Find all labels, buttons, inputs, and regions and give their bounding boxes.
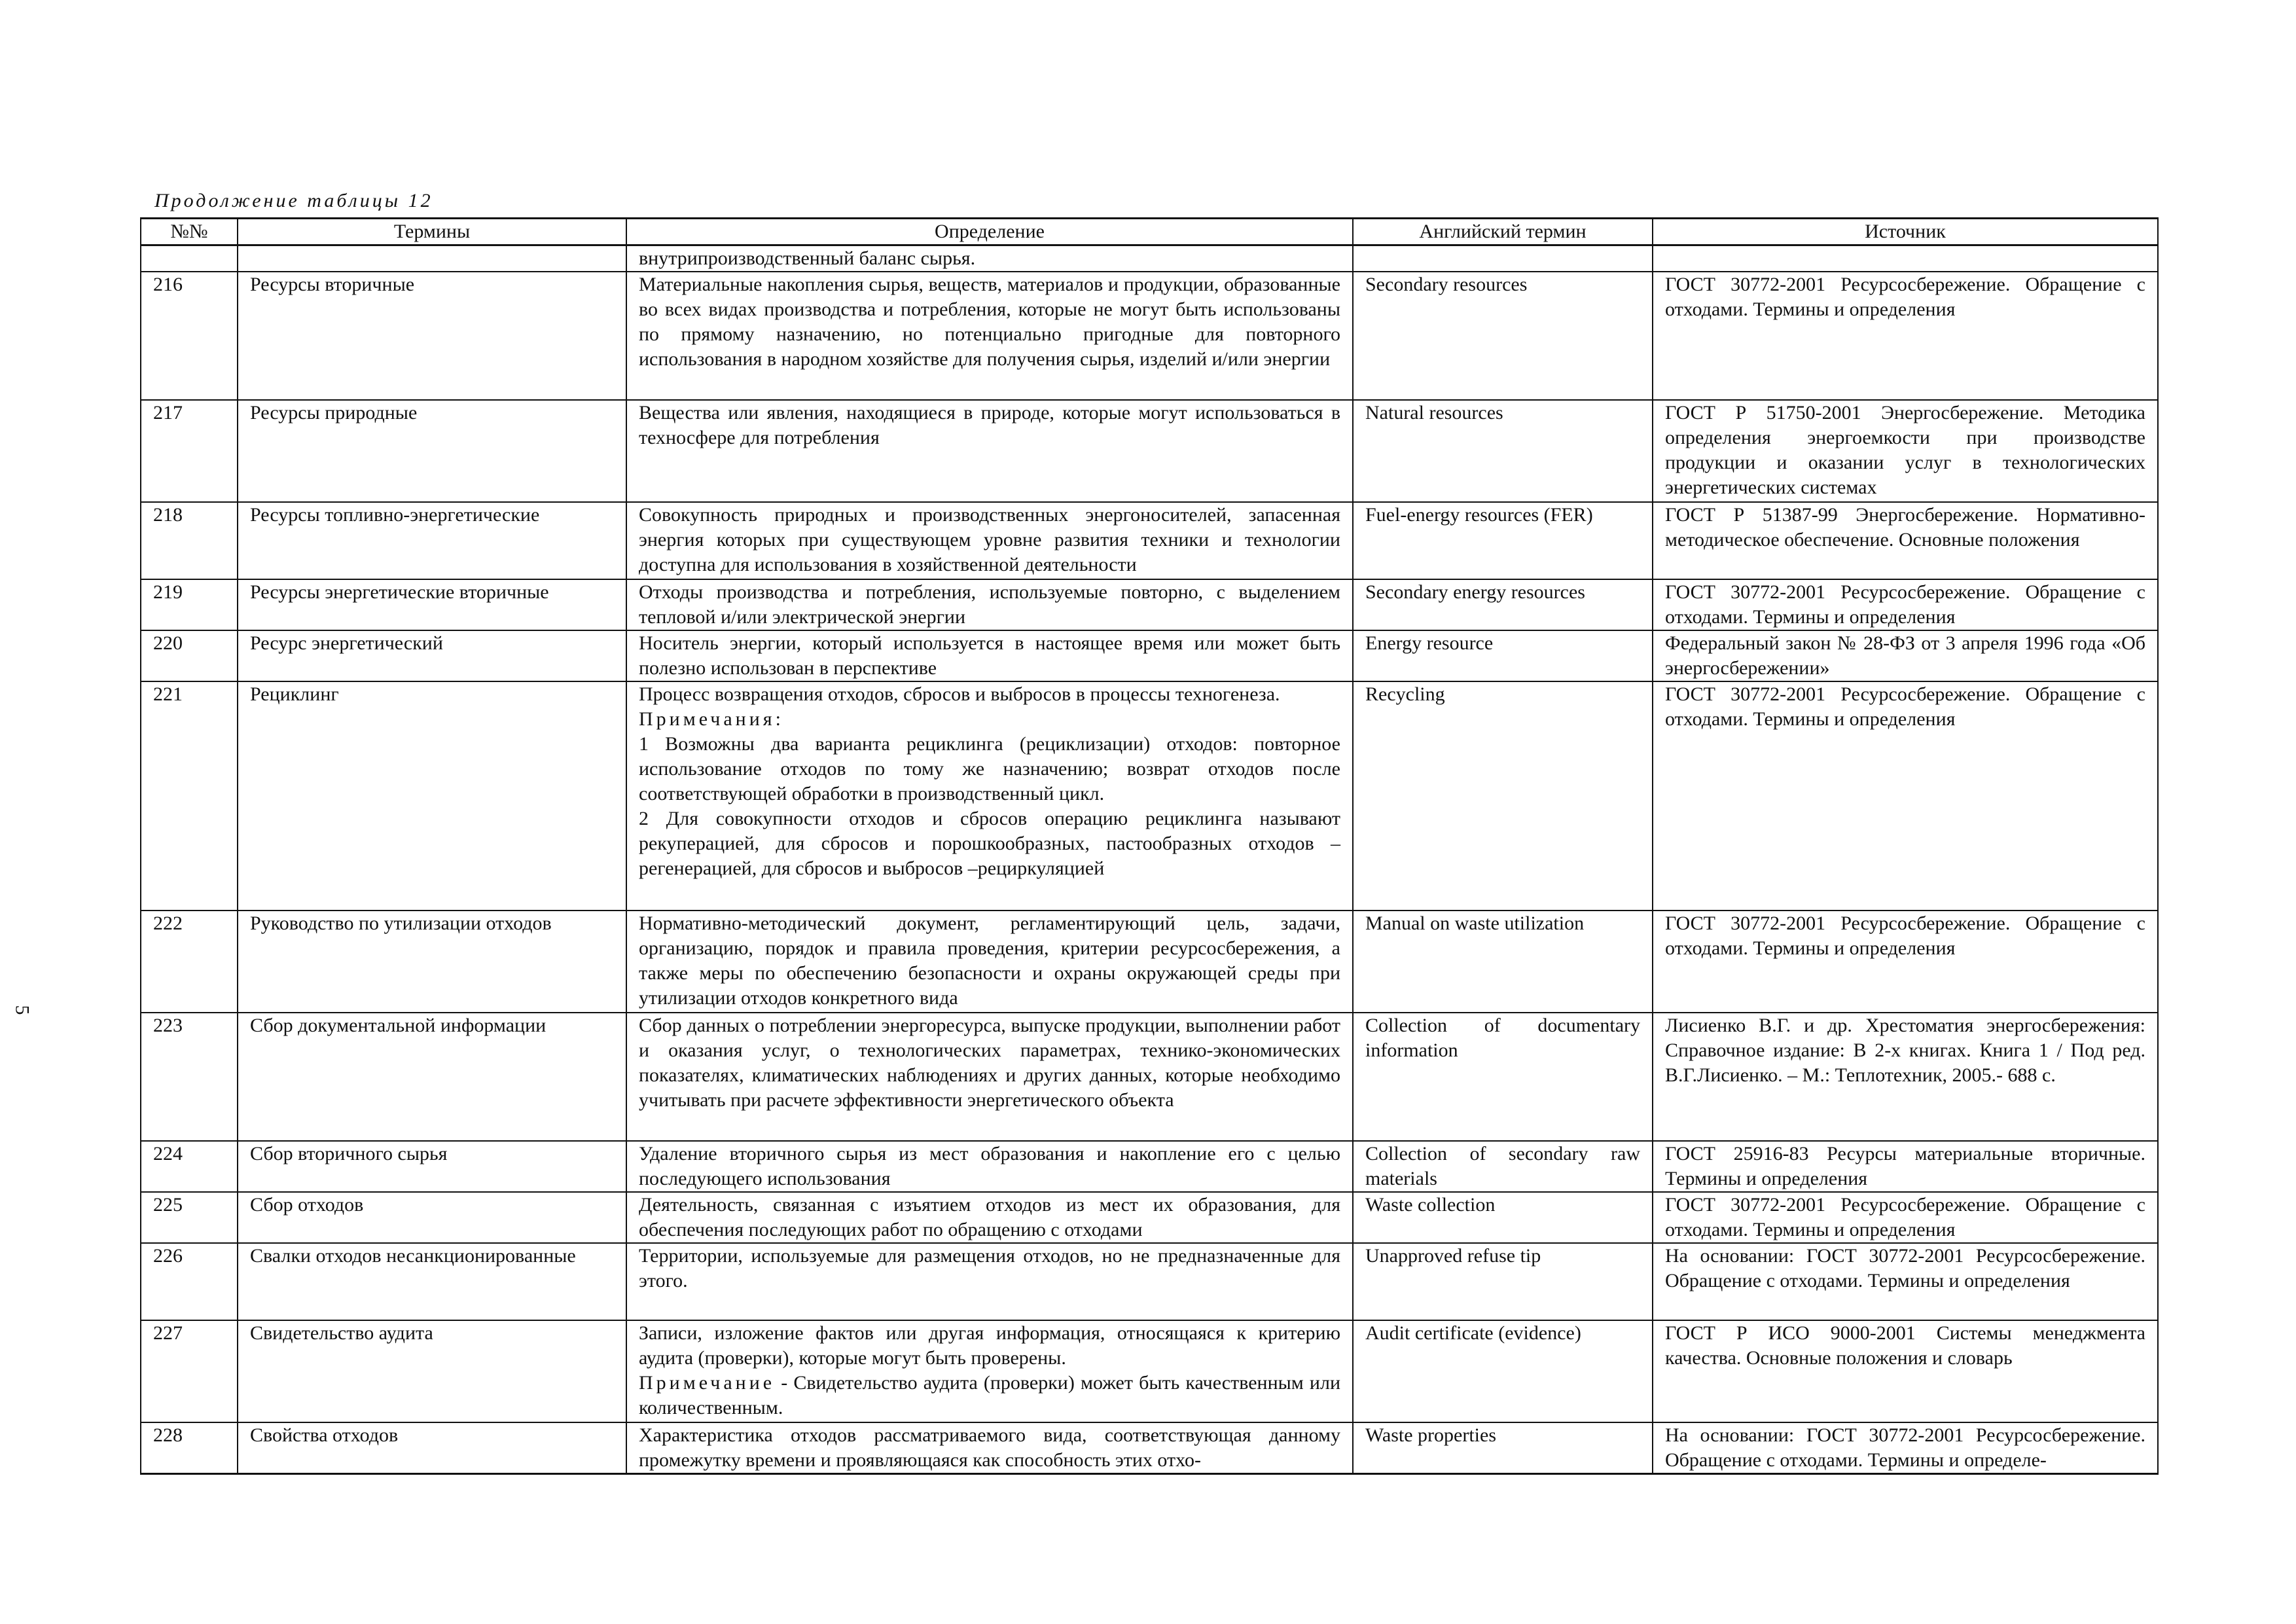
- table-caption: Продолжение таблицы 12: [154, 190, 433, 211]
- cell-definition: [626, 1320, 1353, 1422]
- cell-num: 217: [141, 400, 238, 502]
- cell-definition: Материальные накопления сырья, веществ, материалов и продукции, образованные во всех видах производства и потребления, которые не могут быть использованы по прямому назначению, но потенциально пригодные для повторного использования в народном хозяйстве для получения сырья, изделий и/или энергии: [626, 272, 1353, 400]
- table-row: [141, 1013, 2158, 1141]
- table-row: [141, 1141, 2158, 1192]
- table-row: [141, 1243, 2158, 1320]
- cell-term: [238, 245, 626, 272]
- cell-english: Unapproved refuse tip: [1353, 1243, 1653, 1320]
- table-row: [141, 1320, 2158, 1422]
- cell-num: 224: [141, 1141, 238, 1192]
- cell-term: Руководство по утилизации отходов: [238, 911, 626, 1013]
- cell-source: ГОСТ 30772-2001 Ресурсосбережение. Обращение с отходами. Термины и определения: [1653, 681, 2158, 911]
- cell-definition: внутрипроизводственный баланс сырья.: [626, 245, 1353, 272]
- cell-num: 220: [141, 630, 238, 681]
- cell-num: 216: [141, 272, 238, 400]
- cell-english: Collection of secondary raw materials: [1353, 1141, 1653, 1192]
- note-text: 1 Возможны два варианта рециклинга (рециклизации) отходов: повторное использование отходов по тому же назначению; возврат отходов после соответствующей обработки в производственный цикл.: [639, 733, 1340, 804]
- cell-definition: Удаление вторичного сырья из мест образования и накопление его с целью последующего использования: [626, 1141, 1353, 1192]
- cell-term: Свалки отходов несанкционированные: [238, 1243, 626, 1320]
- note-label: Примечания:: [639, 708, 784, 730]
- cell-term: Ресурсы вторичные: [238, 272, 626, 400]
- header-source: Источник: [1653, 219, 2158, 245]
- cell-english: Collection of documentary information: [1353, 1013, 1653, 1141]
- cell-source: ГОСТ Р ИСО 9000-2001 Системы менеджмента качества. Основные положения и словарь: [1653, 1320, 2158, 1422]
- cell-num: 223: [141, 1013, 238, 1141]
- cell-definition: Отходы производства и потребления, используемые повторно, с выделением тепловой и/или электрической энергии: [626, 579, 1353, 630]
- table-row: [141, 272, 2158, 400]
- cell-source: ГОСТ Р 51387-99 Энергосбережение. Нормативно-методическое обеспечение. Основные положения: [1653, 502, 2158, 579]
- table-row: [141, 911, 2158, 1013]
- cell-definition: Нормативно-методический документ, регламентирующий цель, задачи, организацию, порядок и правила проведения, критерии ресурсосбережения, а также меры по обеспечению безопасности и охраны окружающей среды при утилизации отходов конкретного вида: [626, 911, 1353, 1013]
- cell-definition: Сбор данных о потреблении энергоресурса, выпуске продукции, выполнении работ и оказания услуг, о технологических параметрах, технико-экономических показателях, климатических наблюдениях и других данных, которые необходимо учитывать при расчете эффективности энергетического объекта: [626, 1013, 1353, 1141]
- cell-definition: Носитель энергии, который используется в настоящее время или может быть полезно использован в перспективе: [626, 630, 1353, 681]
- definition-text: Записи, изложение фактов или другая информация, относящаяся к критерию аудита (проверки), которые могут быть проверены.: [639, 1322, 1340, 1369]
- cell-term: Ресурс энергетический: [238, 630, 626, 681]
- table-row: [141, 1192, 2158, 1243]
- definition-text: Процесс возвращения отходов, сбросов и выбросов в процессы техногенеза.: [639, 683, 1280, 705]
- cell-num: 219: [141, 579, 238, 630]
- cell-num: 225: [141, 1192, 238, 1243]
- cell-num: [141, 245, 238, 272]
- cell-term: Сбор вторичного сырья: [238, 1141, 626, 1192]
- note-text: 2 Для совокупности отходов и сбросов операцию рециклинга называют рекуперацией, для сбросов и порошкообразных, пастообразных отходов – регенерацией, для сбросов и выбросов –рециркуляцией: [639, 808, 1340, 879]
- cell-english: Waste collection: [1353, 1192, 1653, 1243]
- cell-english: Secondary resources: [1353, 272, 1653, 400]
- table-row: [141, 502, 2158, 579]
- cell-num: 228: [141, 1422, 238, 1474]
- table-row: [141, 630, 2158, 681]
- cell-english: Manual on waste utilization: [1353, 911, 1653, 1013]
- cell-source: ГОСТ 30772-2001 Ресурсосбережение. Обращение с отходами. Термины и определения: [1653, 1192, 2158, 1243]
- cell-source: На основании: ГОСТ 30772-2001 Ресурсосбережение. Обращение с отходами. Термины и определения: [1653, 1243, 2158, 1320]
- cell-term: Свидетельство аудита: [238, 1320, 626, 1422]
- cell-english: Waste properties: [1353, 1422, 1653, 1474]
- table-row: [141, 400, 2158, 502]
- page-number: 5: [11, 1005, 33, 1015]
- table-header-row: [141, 219, 2158, 245]
- cell-term: Сбор документальной информации: [238, 1013, 626, 1141]
- cell-english: Natural resources: [1353, 400, 1653, 502]
- cell-english: Fuel-energy resources (FER): [1353, 502, 1653, 579]
- cell-source: ГОСТ 30772-2001 Ресурсосбережение. Обращение с отходами. Термины и определения: [1653, 272, 2158, 400]
- header-num: №№: [141, 219, 238, 245]
- terms-table: [140, 217, 2159, 1475]
- header-english-term: Английский термин: [1353, 219, 1653, 245]
- cell-definition: Характеристика отходов рассматриваемого вида, соответствующая данному промежутку времени и проявляющаяся как способность этих отхо-: [626, 1422, 1353, 1474]
- cell-term: Свойства отходов: [238, 1422, 626, 1474]
- cell-definition: Территории, используемые для размещения отходов, но не предназначенные для этого.: [626, 1243, 1353, 1320]
- cell-source: На основании: ГОСТ 30772-2001 Ресурсосбережение. Обращение с отходами. Термины и определе-: [1653, 1422, 2158, 1474]
- cell-english: Energy resource: [1353, 630, 1653, 681]
- cell-definition: Вещества или явления, находящиеся в природе, которые могут использоваться в техносфере для потребления: [626, 400, 1353, 502]
- cell-definition: Деятельность, связанная с изъятием отходов из мест их образования, для обеспечения последующих работ по обращению с отходами: [626, 1192, 1353, 1243]
- cell-source: Лисиенко В.Г. и др. Хрестоматия энергосбережения: Справочное издание: В 2-х книгах. Книга 1 / Под ред. В.Г.Лисиенко. – М.: Теплотехник, 2005.- 688 с.: [1653, 1013, 2158, 1141]
- cell-source: ГОСТ 30772-2001 Ресурсосбережение. Обращение с отходами. Термины и определения: [1653, 579, 2158, 630]
- cell-term: Ресурсы топливно-энергетические: [238, 502, 626, 579]
- cell-definition: [626, 681, 1353, 911]
- header-definition: Определение: [626, 219, 1353, 245]
- cell-source: [1653, 245, 2158, 272]
- cell-term: Ресурсы природные: [238, 400, 626, 502]
- table-row: [141, 579, 2158, 630]
- cell-english: Recycling: [1353, 681, 1653, 911]
- cell-english: [1353, 245, 1653, 272]
- cell-term: Сбор отходов: [238, 1192, 626, 1243]
- note-paragraph: [639, 1371, 1340, 1420]
- cell-source: Федеральный закон № 28-ФЗ от 3 апреля 1996 года «Об энергосбережении»: [1653, 630, 2158, 681]
- note-label: Примечание: [639, 1372, 776, 1394]
- table-row-continuation: [141, 245, 2158, 272]
- cell-num: 221: [141, 681, 238, 911]
- cell-num: 226: [141, 1243, 238, 1320]
- cell-source: ГОСТ 30772-2001 Ресурсосбережение. Обращение с отходами. Термины и определения: [1653, 911, 2158, 1013]
- table-row: [141, 681, 2158, 911]
- cell-english: Audit certificate (evidence): [1353, 1320, 1653, 1422]
- note-text: - Свидетельство аудита (проверки) может быть качественным или количественным.: [639, 1372, 1340, 1418]
- cell-source: ГОСТ Р 51750-2001 Энергосбережение. Методика определения энергоемкости при производстве продукции и оказании услуг в технологических энергетических системах: [1653, 400, 2158, 502]
- cell-english: Secondary energy resources: [1353, 579, 1653, 630]
- cell-definition: Совокупность природных и производственных энергоносителей, запасенная энергия которых при существующем уровне развития техники и технологии доступна для использования в хозяйственной деятельности: [626, 502, 1353, 579]
- cell-num: 227: [141, 1320, 238, 1422]
- table-row: [141, 1422, 2158, 1474]
- cell-num: 222: [141, 911, 238, 1013]
- cell-term: Рециклинг: [238, 681, 626, 911]
- header-terms: Термины: [238, 219, 626, 245]
- cell-term: Ресурсы энергетические вторичные: [238, 579, 626, 630]
- cell-source: ГОСТ 25916-83 Ресурсы материальные вторичные. Термины и определения: [1653, 1141, 2158, 1192]
- cell-num: 218: [141, 502, 238, 579]
